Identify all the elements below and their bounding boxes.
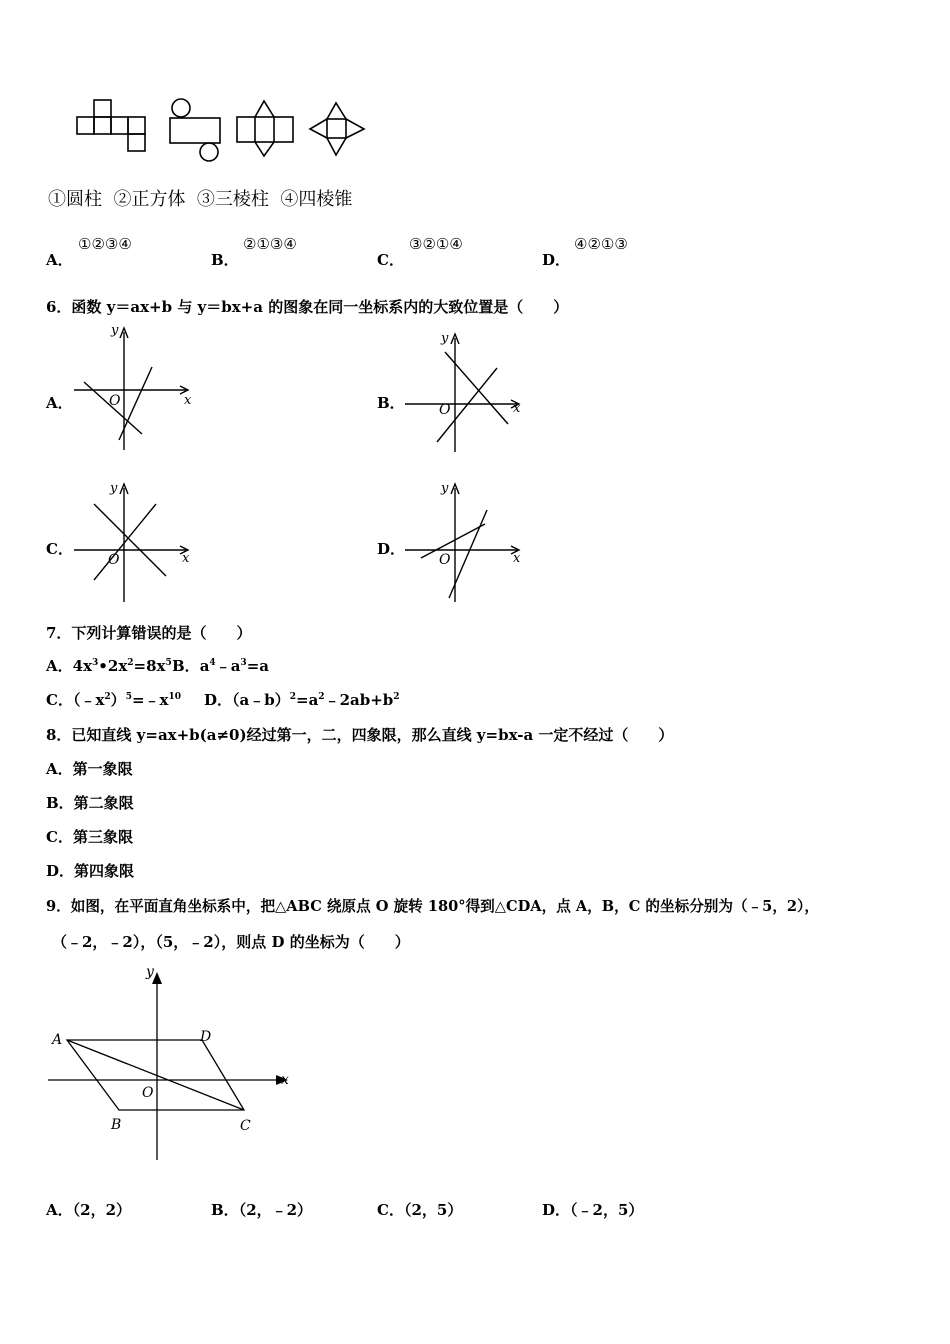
q6-graph-b[interactable] [405,330,529,454]
q6c-origin: O [108,552,120,568]
graph-c-line-1 [94,504,166,576]
q6c-axis-x: x [182,551,190,566]
q5-option-a-label: A． [46,251,73,269]
q5-nets-caption: ①圆柱 ②正方体 ③三棱柱 ④四棱锥 [48,189,353,210]
q9-label-x: x [281,1072,289,1088]
q9-stem-line1: 9．如图，在平面直角坐标系中，把△ABC 绕原点 O 旋转 180°得到△CDA，点 A，B，C 的坐标分别为（﹣5，2）， [46,898,819,915]
q6-option-a-label[interactable]: A． [46,394,73,412]
graph-c-line-2 [94,504,156,580]
q7b-label: B． [172,657,200,675]
q6-graph-a[interactable] [74,322,198,452]
net-prism [237,101,293,156]
q5-option-b-label: B． [211,251,239,269]
q7-option-d[interactable]: D．$(a﹣b)^2=a^2﹣2ab+b^2$ [204,691,400,709]
q6-stem: 6．函数 y＝ax+b 与 y＝bx+a 的图象在同一坐标系内的大致位置是（ ） [46,298,569,316]
q6b-origin: O [439,402,451,418]
net-squares [77,100,145,151]
q7a-label: A． [46,657,73,675]
q7d-label: D． [204,691,233,709]
q7-option-a[interactable]: A．$4x^3•2x^2=8x^5$ [46,657,172,675]
q8-option-d[interactable]: D．第四象限 [46,862,135,880]
q6d-origin: O [439,552,451,568]
q7-stem: 7．下列计算错误的是（ ） [46,624,252,642]
q9-stem-line2: （﹣2，﹣2），（5，﹣2），则点 D 的坐标为（ ） [52,933,410,951]
q9-option-b[interactable]: B．（2，﹣2） [211,1201,313,1219]
q9-label-a: A [52,1032,63,1048]
q5-option-b[interactable]: ②①③④ [243,235,297,253]
q9-option-a[interactable]: A．（2，2） [46,1201,132,1219]
q5-nets-figure [70,95,380,165]
q8-option-a[interactable]: A．第一象限 [46,760,133,778]
q6d-axis-x: x [513,551,521,566]
q9-option-c[interactable]: C．（2，5） [377,1201,463,1219]
q6b-axis-x: x [513,401,521,416]
q6a-axis-y: y [111,323,119,338]
q8-stem: 8．已知直线 y=ax+b(a≠0)经过第一，二，四象限，那么直线 y=bx-a 一定不经过（ ） [46,726,674,744]
q5-option-c-label: C． [377,251,404,269]
graph-d-line-1 [421,524,485,558]
q9-label-c: C [240,1118,251,1134]
q6a-axis-x: x [184,393,192,408]
q6-graph-c[interactable] [74,480,198,604]
q5-option-c[interactable]: ③②①④ [409,235,463,253]
q6-option-b-label[interactable]: B． [377,394,405,412]
q6d-axis-y: y [441,481,449,496]
q6-option-c-label[interactable]: C． [46,540,73,558]
q6-option-d-label[interactable]: D． [377,540,406,558]
q9-option-d[interactable]: D．（﹣2，5） [542,1201,644,1219]
q5-option-d[interactable]: ④②①③ [574,235,628,253]
q8-option-c[interactable]: C．第三象限 [46,828,133,846]
q6a-origin: O [109,393,121,409]
q5-option-a[interactable]: ①②③④ [78,235,132,253]
q5-option-d-label: D． [542,251,571,269]
q9-label-y: y [146,964,154,980]
q6c-axis-y: y [110,481,118,496]
q7c-label: C． [46,691,73,709]
q6-graph-d[interactable] [405,480,529,604]
q7-option-b[interactable]: B．$a^4﹣a^3=a$ [172,657,269,675]
q9-label-d: D [200,1029,212,1045]
q9-figure [44,962,294,1164]
q7-option-c[interactable]: C．$(﹣x^2)^5=﹣x^{10}$ [46,691,181,709]
q9-label-o: O [142,1085,154,1101]
q8-option-b[interactable]: B．第二象限 [46,794,134,812]
q6b-axis-y: y [441,331,449,346]
q9-label-b: B [111,1117,122,1133]
net-pyramid [310,103,364,155]
net-cylinder [170,99,220,161]
